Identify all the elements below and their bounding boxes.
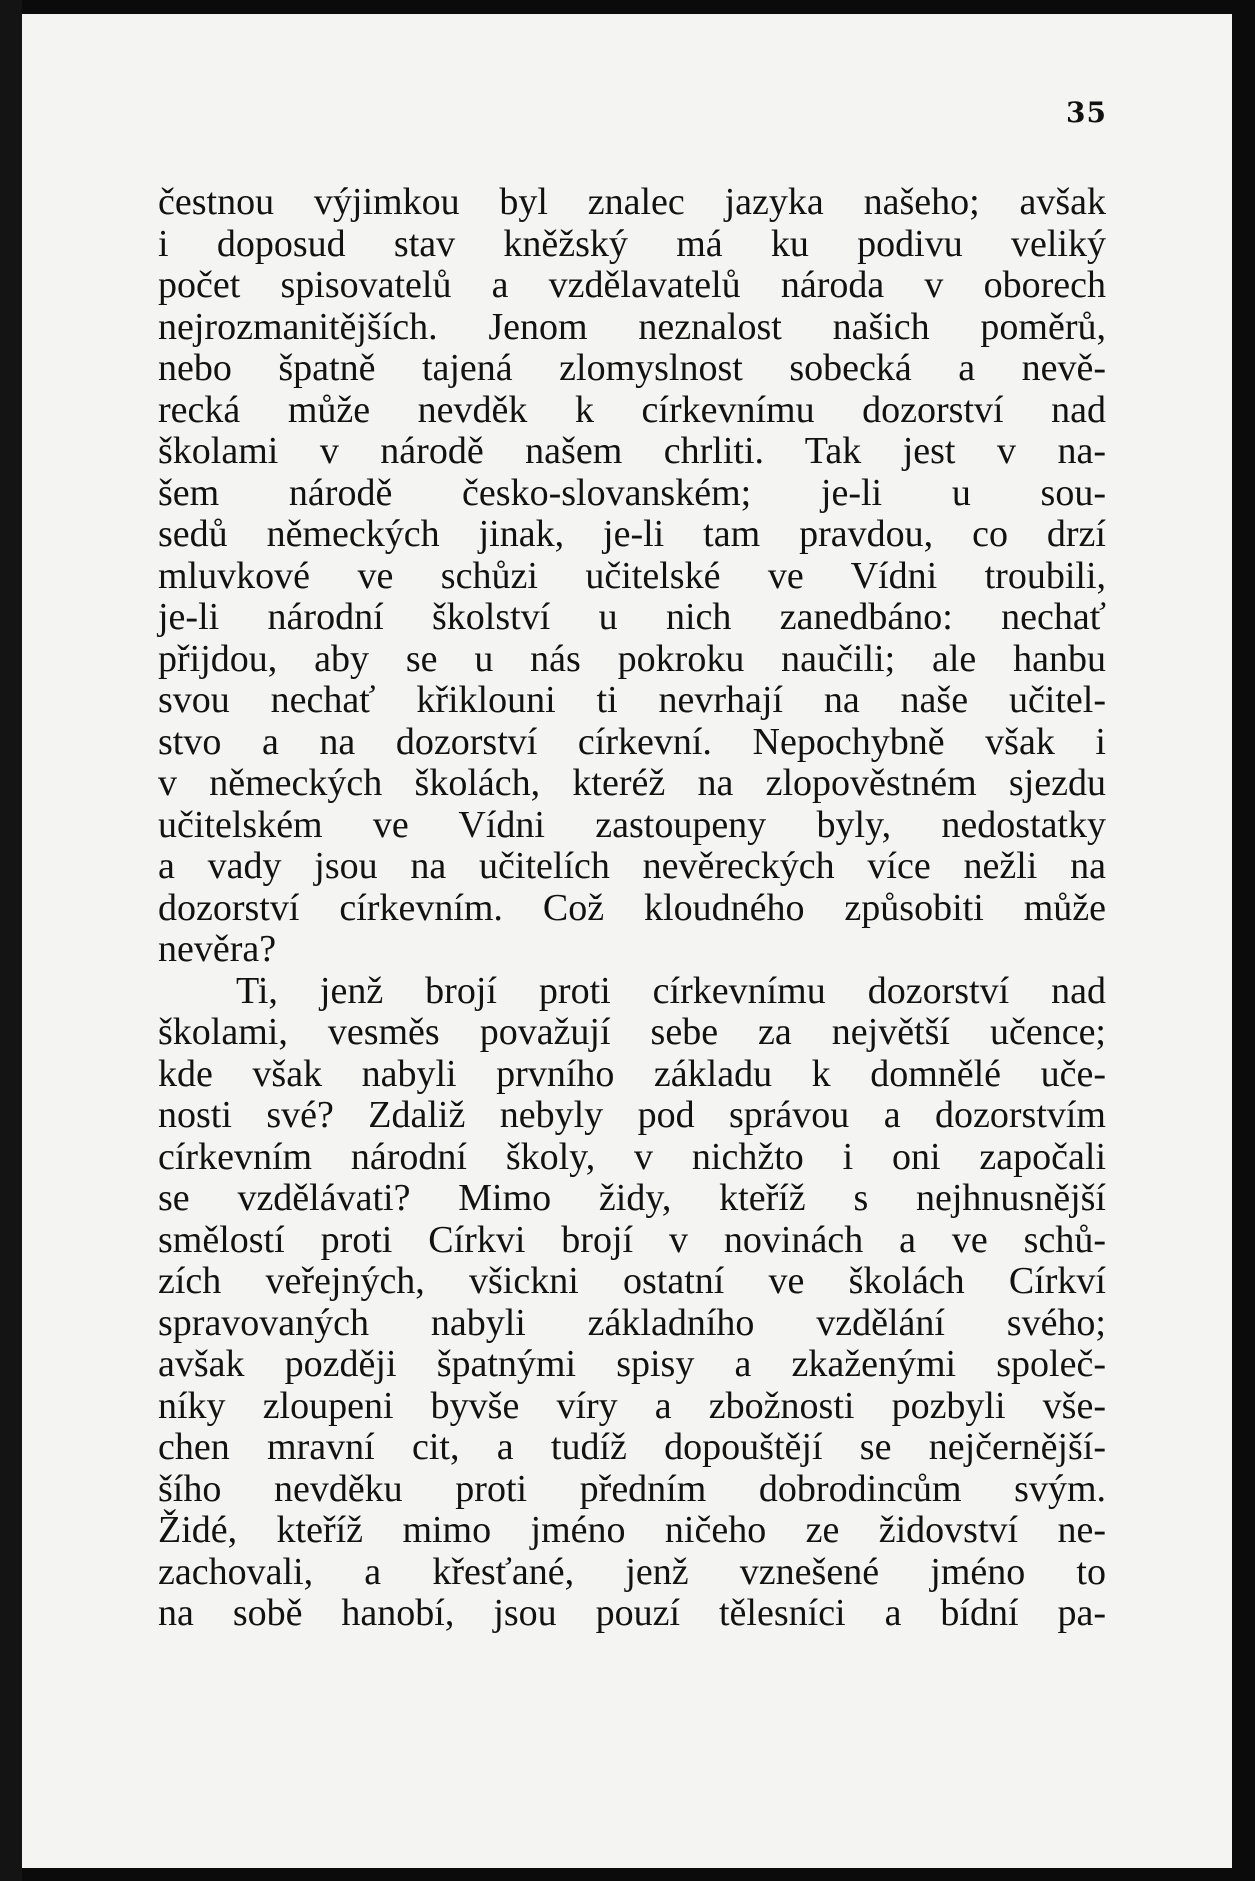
text-line-30: níky zloupeni byvše víry a zbožnosti pozbyli vše- [158, 1384, 1106, 1427]
text-line-11: je-li národní školství u nich zanedbáno: nechať [158, 596, 1106, 638]
text-line-15: v německých školách, kteréž na zlopověstném sjezdu [158, 762, 1106, 804]
book-spine-edge [0, 0, 22, 1881]
text-line-8: šem národě česko-slovanském; je-li u sou- [158, 471, 1106, 514]
text-line-27: zích veřejných, všickni ostatní ve školách Církví [158, 1260, 1106, 1302]
text-line-31: chen mravní cit, a tudíž dopouštějí se nejčernější- [158, 1426, 1106, 1468]
text-line-10: mluvkové ve schůzi učitelské ve Vídni troubili, [158, 554, 1106, 597]
text-line-17: a vady jsou na učitelích nevěreckých více nežli na [158, 845, 1106, 887]
text-line-3: počet spisovatelů a vzdělavatelů národa v oborech [158, 264, 1106, 306]
text-line-18: dozorství církevním. Což kloudného způsobiti může [158, 886, 1106, 929]
text-line-35: na sobě hanobí, jsou pouzí tělesníci a bídní pa- [158, 1592, 1106, 1634]
text-line-9: sedů německých jinak, je-li tam pravdou, co drzí [158, 513, 1106, 555]
text-line-25: se vzdělávati? Mimo židy, kteříž s nejhnusnější [158, 1177, 1106, 1219]
text-line-22: kde však nabyli prvního základu k domnělé uče- [158, 1052, 1106, 1095]
text-line-29: avšak později špatnými spisy a zkaženými společ- [158, 1343, 1106, 1385]
text-line-24: církevním národní školy, v nichžto i oni započali [158, 1135, 1106, 1178]
text-line-21: školami, vesměs považují sebe za největší učence; [158, 1011, 1106, 1053]
text-line-2: i doposud stav kněžský má ku podivu veliký [158, 222, 1106, 265]
text-line-5: nebo špatně tajená zlomyslnost sobecká a nevě- [158, 347, 1106, 389]
body-text [158, 182, 1106, 1635]
text-line-6: recká může nevděk k církevnímu dozorství nad [158, 388, 1106, 431]
text-line-34: zachovali, a křesťané, jenž vznešené jméno to [158, 1550, 1106, 1593]
text-line-20: Ti, jenž brojí proti církevnímu dozorství nad [236, 969, 1106, 1012]
text-line-7: školami v národě našem chrliti. Tak jest v na- [158, 430, 1106, 472]
text-line-26: smělostí proti Církvi brojí v novinách a ve schů- [158, 1218, 1106, 1261]
text-line-4: nejrozmanitějších. Jenom neznalost našich poměrů, [158, 305, 1106, 348]
text-line-16: učitelském ve Vídni zastoupeny byly, nedostatky [158, 803, 1106, 846]
text-line-32: šího nevděku proti předním dobrodincům svým. [158, 1467, 1106, 1510]
text-line-23: nosti své? Zdaliž nebyly pod správou a dozorstvím [158, 1094, 1106, 1136]
text-line-14: stvo a na dozorství církevní. Nepochybně však i [158, 720, 1106, 763]
text-line-28: spravovaných nabyli základního vzdělání svého; [158, 1301, 1106, 1344]
text-line-33: Židé, kteříž mimo jméno ničeho ze židovství ne- [158, 1509, 1106, 1551]
text-line-19: nevěra? [158, 928, 277, 970]
book-page [22, 14, 1232, 1868]
text-line-12: přijdou, aby se u nás pokroku naučili; ale hanbu [158, 637, 1106, 680]
text-line-13: svou nechať křiklouni ti nevrhají na naše učitel- [158, 679, 1106, 721]
text-line-1: čestnou výjimkou byl znalec jazyka našeho; avšak [158, 181, 1106, 223]
page-number: 35 [1066, 96, 1107, 129]
